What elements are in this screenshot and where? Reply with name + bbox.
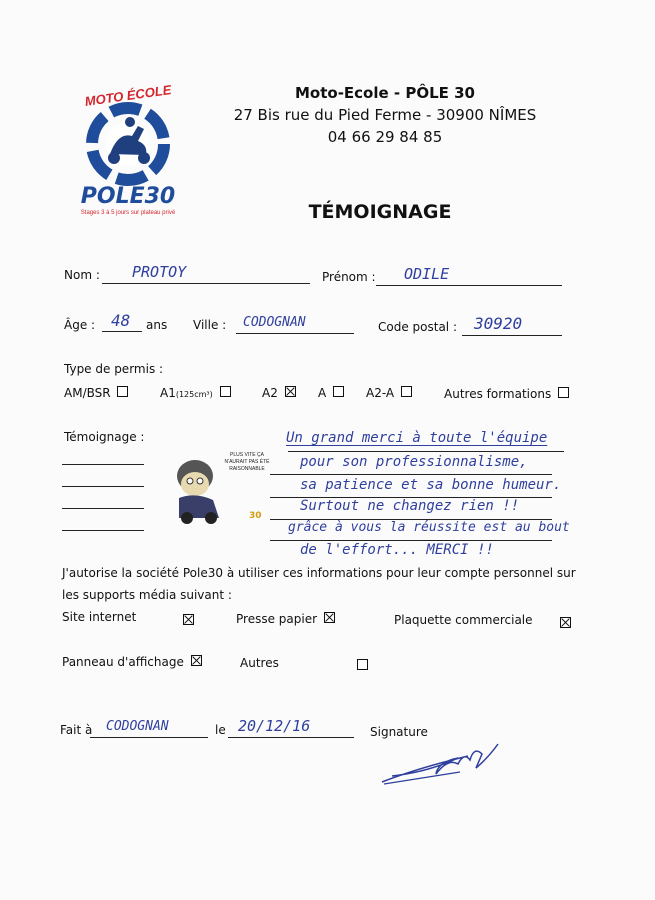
media-panneau (62, 655, 202, 669)
media-plaquette-label: Plaquette commerciale (394, 613, 533, 627)
autorise-text-2: les supports média suivant : (62, 588, 232, 602)
media-presse-papier-label: Presse papier (236, 612, 318, 626)
permis-a2-label: A2 (262, 386, 278, 400)
age-line (102, 331, 142, 332)
temoignage-line-2: pour son professionnalisme, (300, 454, 528, 470)
logo-tagline: Stages 3 à 5 jours sur plateau privé (80, 210, 176, 216)
permis-a2a-label: A2-A (366, 386, 395, 400)
temoignage-long-line-5 (270, 540, 552, 541)
fait-value: CODOGNAN (106, 719, 169, 734)
prenom-value: ODILE (404, 265, 450, 283)
temoignage-long-line-2 (270, 474, 552, 475)
temoignage-line-6: de l'effort... MERCI !! (300, 542, 494, 558)
permis-a-label: A (318, 386, 327, 400)
temoignage-short-line-3 (62, 508, 144, 509)
temoignage-line-5: grâce à vous la réussite est au bout (288, 520, 570, 535)
ville-value: CODOGNAN (243, 315, 306, 330)
school-phone: 04 66 29 84 85 (327, 128, 443, 146)
temoignage-short-line-2 (62, 486, 144, 487)
age-label: Âge : (64, 318, 96, 332)
le-label: le (215, 723, 226, 737)
signature-label: Signature (370, 725, 428, 739)
permis-autres (444, 387, 569, 401)
permis-am-label: AM/BSR (64, 386, 111, 400)
media-presse-papier-checkbox[interactable] (324, 612, 335, 623)
permis-a-checkbox[interactable] (333, 386, 344, 397)
temoignage-line-4: Surtout ne changez rien !! (300, 498, 520, 514)
age-unit: ans (146, 318, 168, 332)
permis-am (64, 386, 128, 400)
media-panneau-checkbox[interactable] (191, 655, 202, 666)
media-panneau-label: Panneau d'affichage (62, 655, 184, 669)
prenom-line (376, 285, 562, 286)
date-value: 20/12/16 (238, 717, 311, 735)
permis-a1 (160, 386, 231, 400)
media-autres-checkbox[interactable] (357, 659, 368, 670)
media-autres (240, 656, 279, 670)
nom-label: Nom : (64, 268, 100, 282)
media-plaquette (394, 613, 533, 627)
logo (68, 82, 188, 222)
permis-a2a (366, 386, 412, 400)
autorise-text-1: J'autorise la société Pole30 à utiliser ces informations pour leur compte personnel sur (62, 566, 576, 580)
svg-text:30: 30 (249, 511, 262, 521)
prenom-label: Prénom : (322, 270, 376, 284)
cp-line (462, 335, 562, 336)
sticker-image (165, 448, 275, 530)
permis-a1-sup: (125cm³) (175, 390, 213, 399)
media-plaquette-checkbox[interactable] (560, 617, 571, 628)
fait-label: Fait à (60, 723, 93, 737)
temoignage-long-line-1 (288, 451, 564, 452)
permis-a (318, 386, 344, 400)
media-site-internet-checkbox[interactable] (183, 614, 194, 625)
permis-a2a-checkbox[interactable] (401, 386, 412, 397)
media-site-internet (62, 610, 136, 624)
logo-top-text: MOTO ÉCOLE (83, 82, 173, 109)
media-presse-papier (236, 612, 335, 626)
permis-autres-label: Autres formations (444, 387, 552, 401)
page-title: TÉMOIGNAGE (308, 201, 452, 223)
signature-image (378, 738, 508, 790)
date-line (228, 737, 354, 738)
logo-brand: POLE30 (80, 184, 176, 209)
media-autres-label: Autres (240, 656, 279, 670)
sticker-text: PLUS VITE ÇA N'AURAIT PAS ÉTÉ RAISONNABLE (224, 452, 270, 472)
temoignage-label: Témoignage : (64, 430, 145, 444)
temoignage-short-line-4 (62, 530, 144, 531)
school-address: 27 Bis rue du Pied Ferme - 30900 NÎMES (233, 106, 537, 124)
temoignage-short-line-1 (62, 464, 144, 465)
school-name: Moto-Ecole - PÔLE 30 (294, 84, 475, 102)
cp-label: Code postal : (378, 320, 457, 334)
permis-a1-checkbox[interactable] (220, 386, 231, 397)
temoignage-line-1: Un grand merci à toute l'équipe (286, 430, 548, 446)
ville-line (236, 333, 354, 334)
nom-value: PROTOY (132, 263, 187, 281)
cp-value: 30920 (474, 314, 523, 333)
age-value: 48 (111, 311, 131, 330)
temoignage-line-3: sa patience et sa bonne humeur. (300, 477, 562, 493)
permis-am-checkbox[interactable] (117, 386, 128, 397)
ville-label: Ville : (193, 318, 227, 332)
permis-a2 (262, 386, 296, 400)
fait-line (90, 737, 208, 738)
permis-label: Type de permis : (64, 362, 164, 376)
permis-a1-label: A1 (160, 386, 176, 400)
permis-a2-checkbox[interactable] (285, 386, 296, 397)
nom-line (102, 283, 310, 284)
media-site-internet-label: Site internet (62, 610, 137, 624)
permis-autres-checkbox[interactable] (558, 387, 569, 398)
